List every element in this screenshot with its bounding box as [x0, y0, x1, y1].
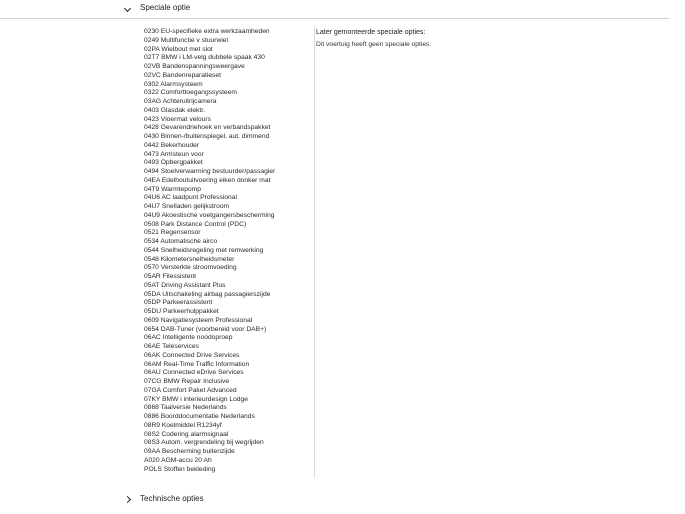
- list-item: 05AR Filessistent: [144, 273, 197, 280]
- list-item: 0430 Binnen-/buitenspiegel, aut. dimmend: [144, 133, 270, 140]
- later-options-title: Later gemonteerde speciale opties:: [316, 29, 426, 36]
- list-item: 05DU Parkeerhulppakket: [144, 308, 219, 315]
- list-item: 08S2 Codering alarmsignaal: [144, 430, 229, 438]
- list-item: 05AT Driving Assistant Plus: [144, 281, 226, 289]
- list-item: 0230 EU-specifieke extra werkzaamheden: [144, 28, 270, 35]
- later-options-panel: [316, 26, 669, 478]
- list-item: A020 AGM-accu 20 Ah: [144, 456, 212, 464]
- list-item: 0654 DAB-Tuner (voorbereid voor DAB+): [144, 325, 267, 333]
- list-item: 02PA Wielbout met slot: [144, 45, 213, 53]
- list-item: 06AK Connected Drive Services: [144, 351, 240, 359]
- list-item: 07CG BMW Repair Inclusive: [144, 378, 230, 385]
- list-item: 04U9 Akoestische voetgangersbescherming: [144, 211, 275, 219]
- section-title-technische-opties: Technische opties: [140, 494, 204, 503]
- list-item: 07KY BMW i interieurdesign Lodge: [144, 395, 248, 403]
- option-list: [144, 28, 275, 474]
- options-panel: [138, 26, 315, 478]
- list-item: 0570 Versterkte stroomvoeding: [144, 264, 237, 272]
- section-title: Speciale optie: [140, 3, 191, 12]
- list-item: 02VC Bandenreparatieset: [144, 71, 221, 79]
- list-item: 0548 Kilometersnelheidsmeter: [144, 255, 235, 263]
- later-options-text: Dit voertuig heeft geen speciale opties.: [316, 41, 432, 48]
- chevron-right-icon[interactable]: [124, 496, 131, 503]
- list-item: 05DP Parkeerassistent: [144, 299, 213, 307]
- list-item: 0868 Taalversie Nederlands: [144, 404, 227, 412]
- list-item: 02T7 BMW i LM-velg dubbele spaak 430: [144, 54, 265, 62]
- list-item: 02VB Bandenspanningsweergave: [144, 63, 245, 70]
- list-item: 04U7 Snelladen gelijkstroom: [144, 203, 230, 210]
- list-item: 0403 Glasdak elektr.: [144, 106, 205, 114]
- list-item: POLS Stoffen bekleding: [144, 465, 216, 473]
- section-header-technische-opties[interactable]: [0, 491, 669, 514]
- list-item: 06AE Teleservices: [144, 343, 199, 350]
- list-item: 06AC Intelligente noodoproep: [144, 334, 233, 342]
- list-item: 08R9 Koelmiddel R1234yf: [144, 421, 222, 429]
- list-item: 04U6 AC laadpunt Professional: [144, 194, 237, 202]
- chevron-down-icon[interactable]: [124, 5, 131, 12]
- list-item: 07GA Comfort Paket Advanced: [144, 386, 237, 394]
- section-header-speciale-optie[interactable]: [0, 0, 669, 19]
- list-item: 0428 Gevarendriehoek en verbandspakket: [144, 124, 271, 132]
- list-item: 0442 Bekerhouder: [144, 141, 200, 149]
- list-item: 0322 Comforttoegangssysteem: [144, 89, 237, 97]
- list-item: 06AU Connected eDrive Services: [144, 369, 244, 377]
- list-item: 0886 Boorddocumentatie Nederlands: [144, 413, 255, 420]
- list-item: 03AG Achteruitrijcamera: [144, 98, 217, 105]
- list-item: 09AA Bescherming buitenzijde: [144, 448, 235, 455]
- list-item: 0494 Stoelverwarming bestuurder/passagier: [144, 168, 276, 175]
- list-item: 04EA Edelhoutuitvoering eiken donker mat: [144, 176, 271, 184]
- list-item: 04T9 Warmtepomp: [144, 185, 201, 193]
- list-item: 0609 Navigatiesysteem Professional: [144, 316, 253, 324]
- list-item: 0493 Opbergpakket: [144, 159, 203, 167]
- list-item: 0544 Snelheidsregeling met remwerking: [144, 246, 264, 254]
- list-item: 0508 Park Distance Control (PDC): [144, 220, 247, 228]
- list-item: 0534 Automatische airco: [144, 238, 218, 245]
- list-item: 0302 Alarmsysteem: [144, 80, 203, 88]
- list-item: 0521 Regensensor: [144, 229, 201, 237]
- list-item: 08S3 Autom. vergrendeling bij wegrijden: [144, 439, 264, 447]
- list-item: 0249 Multifunctie v stuurwiel: [144, 36, 229, 44]
- list-item: 0473 Armsteun voor: [144, 150, 204, 158]
- list-item: 06AM Real-Time Traffic Information: [144, 360, 250, 368]
- list-item: 0423 Vloermat velours: [144, 115, 211, 123]
- list-item: 05DA Uitschakeling airbag passagierszijde: [144, 290, 271, 298]
